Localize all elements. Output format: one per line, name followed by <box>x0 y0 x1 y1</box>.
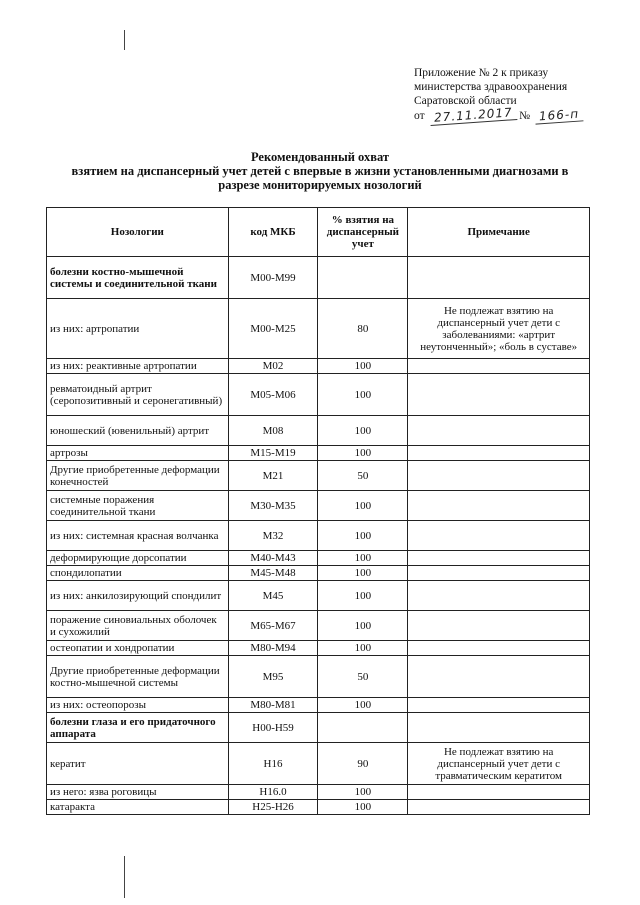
cell-note <box>408 257 590 299</box>
cell-note <box>408 446 590 461</box>
appendix-line: министерства здравоохранения <box>414 81 568 93</box>
table-row <box>47 641 590 656</box>
cell-note <box>408 698 590 713</box>
cell-nosology: Другие приобретенные деформации конечностей <box>47 461 229 491</box>
cell-note <box>408 521 590 551</box>
cell-icd-code: H16.0 <box>228 785 318 800</box>
from-label: от <box>414 110 425 122</box>
cell-icd-code: M00-M25 <box>228 299 318 359</box>
appendix-date-line <box>414 105 583 125</box>
header-note: Примечание <box>408 208 590 257</box>
cell-nosology: системные поражения соединительной ткани <box>47 491 229 521</box>
cell-percent: 100 <box>318 611 408 641</box>
scan-artifact-line <box>124 30 125 50</box>
cell-icd-code: H16 <box>228 743 318 785</box>
cell-percent <box>318 713 408 743</box>
cell-note <box>408 566 590 581</box>
table-row <box>47 446 590 461</box>
cell-percent: 100 <box>318 641 408 656</box>
title-line: Рекомендованный охват <box>250 150 390 164</box>
cell-percent: 100 <box>318 785 408 800</box>
cell-percent: 80 <box>318 299 408 359</box>
cell-percent: 50 <box>318 461 408 491</box>
cell-icd-code: M45 <box>228 581 318 611</box>
table-row <box>47 521 590 551</box>
cell-icd-code: M05-M06 <box>228 374 318 416</box>
cell-percent: 100 <box>318 581 408 611</box>
table-row <box>47 299 590 359</box>
cell-nosology: из них: артропатии <box>47 299 229 359</box>
cell-percent: 90 <box>318 743 408 785</box>
cell-nosology: из них: системная красная волчанка <box>47 521 229 551</box>
header-icd-code: код МКБ <box>228 208 318 257</box>
table-row <box>47 611 590 641</box>
table-row <box>47 257 590 299</box>
header-percent: % взятия на диспансерный учет <box>318 208 408 257</box>
cell-percent: 100 <box>318 800 408 815</box>
table-row <box>47 800 590 815</box>
cell-icd-code: M08 <box>228 416 318 446</box>
cell-nosology: спондилопатии <box>47 566 229 581</box>
cell-nosology: деформирующие дорсопатии <box>47 551 229 566</box>
appendix-line: Приложение № 2 к приказу <box>414 67 549 79</box>
table-row <box>47 581 590 611</box>
cell-note <box>408 359 590 374</box>
cell-note <box>408 611 590 641</box>
nosology-table <box>46 207 590 815</box>
cell-icd-code: M00-M99 <box>228 257 318 299</box>
cell-percent: 100 <box>318 698 408 713</box>
document-title <box>0 150 640 192</box>
table-row <box>47 785 590 800</box>
table-row <box>47 359 590 374</box>
cell-note <box>408 713 590 743</box>
cell-note <box>408 581 590 611</box>
header-nosology: Нозологии <box>47 208 229 257</box>
cell-nosology: артрозы <box>47 446 229 461</box>
cell-percent: 100 <box>318 566 408 581</box>
cell-nosology: катаракта <box>47 800 229 815</box>
cell-icd-code: M30-M35 <box>228 491 318 521</box>
cell-note <box>408 641 590 656</box>
cell-nosology: из него: язва роговицы <box>47 785 229 800</box>
table-row <box>47 491 590 521</box>
cell-note <box>408 374 590 416</box>
cell-percent <box>318 257 408 299</box>
table-row <box>47 656 590 698</box>
cell-nosology: из них: реактивные артропатии <box>47 359 229 374</box>
cell-note <box>408 785 590 800</box>
cell-icd-code: H00-H59 <box>228 713 318 743</box>
cell-nosology: ревматоидный артрит (серопозитивный и серонегативный) <box>47 374 229 416</box>
cell-icd-code: M02 <box>228 359 318 374</box>
cell-note <box>408 461 590 491</box>
table-row <box>47 566 590 581</box>
cell-nosology: юношеский (ювенильный) артрит <box>47 416 229 446</box>
title-line: взятием на диспансерный учет детей с впервые в жизни установленными диагнозами в <box>71 164 569 178</box>
cell-nosology: остеопатии и хондропатии <box>47 641 229 656</box>
table-row <box>47 416 590 446</box>
cell-note <box>408 800 590 815</box>
cell-percent: 100 <box>318 551 408 566</box>
appendix-block <box>414 66 583 123</box>
handwritten-date: 27.11.2017 <box>429 105 517 126</box>
scan-artifact-line <box>124 856 125 898</box>
cell-note <box>408 656 590 698</box>
cell-icd-code: M21 <box>228 461 318 491</box>
cell-percent: 100 <box>318 359 408 374</box>
cell-nosology: болезни глаза и его придаточного аппарата <box>47 713 229 743</box>
cell-note <box>408 551 590 566</box>
cell-icd-code: M40-M43 <box>228 551 318 566</box>
number-label: № <box>519 110 531 122</box>
cell-icd-code: M65-M67 <box>228 611 318 641</box>
cell-note: Не подлежат взятию на диспансерный учет дети с заболеваниями: «артрит неутонченный»; «боль в суставе» <box>408 299 590 359</box>
table-row <box>47 461 590 491</box>
cell-icd-code: M45-M48 <box>228 566 318 581</box>
table-row <box>47 374 590 416</box>
cell-nosology: Другие приобретенные деформации костно-мышечной системы <box>47 656 229 698</box>
cell-note: Не подлежат взятию на диспансерный учет дети с травматическим кератитом <box>408 743 590 785</box>
handwritten-number: 166-п <box>534 106 583 124</box>
cell-note <box>408 491 590 521</box>
cell-nosology: из них: анкилозирующий спондилит <box>47 581 229 611</box>
cell-nosology: поражение синовиальных оболочек и сухожилий <box>47 611 229 641</box>
cell-icd-code: M80-M81 <box>228 698 318 713</box>
cell-icd-code: H25-H26 <box>228 800 318 815</box>
cell-percent: 50 <box>318 656 408 698</box>
table-row <box>47 713 590 743</box>
table-row <box>47 698 590 713</box>
cell-percent: 100 <box>318 521 408 551</box>
cell-percent: 100 <box>318 374 408 416</box>
cell-nosology: кератит <box>47 743 229 785</box>
title-line: разрезе мониторируемых нозологий <box>218 178 422 192</box>
cell-percent: 100 <box>318 416 408 446</box>
cell-icd-code: M15-M19 <box>228 446 318 461</box>
table-header-row <box>47 208 590 257</box>
cell-note <box>408 416 590 446</box>
cell-percent: 100 <box>318 491 408 521</box>
cell-nosology: болезни костно-мышечной системы и соединительной ткани <box>47 257 229 299</box>
cell-percent: 100 <box>318 446 408 461</box>
table-row <box>47 551 590 566</box>
cell-icd-code: M95 <box>228 656 318 698</box>
appendix-line: Саратовской области <box>414 95 517 107</box>
cell-icd-code: M80-M94 <box>228 641 318 656</box>
cell-icd-code: M32 <box>228 521 318 551</box>
table-row <box>47 743 590 785</box>
cell-nosology: из них: остеопорозы <box>47 698 229 713</box>
